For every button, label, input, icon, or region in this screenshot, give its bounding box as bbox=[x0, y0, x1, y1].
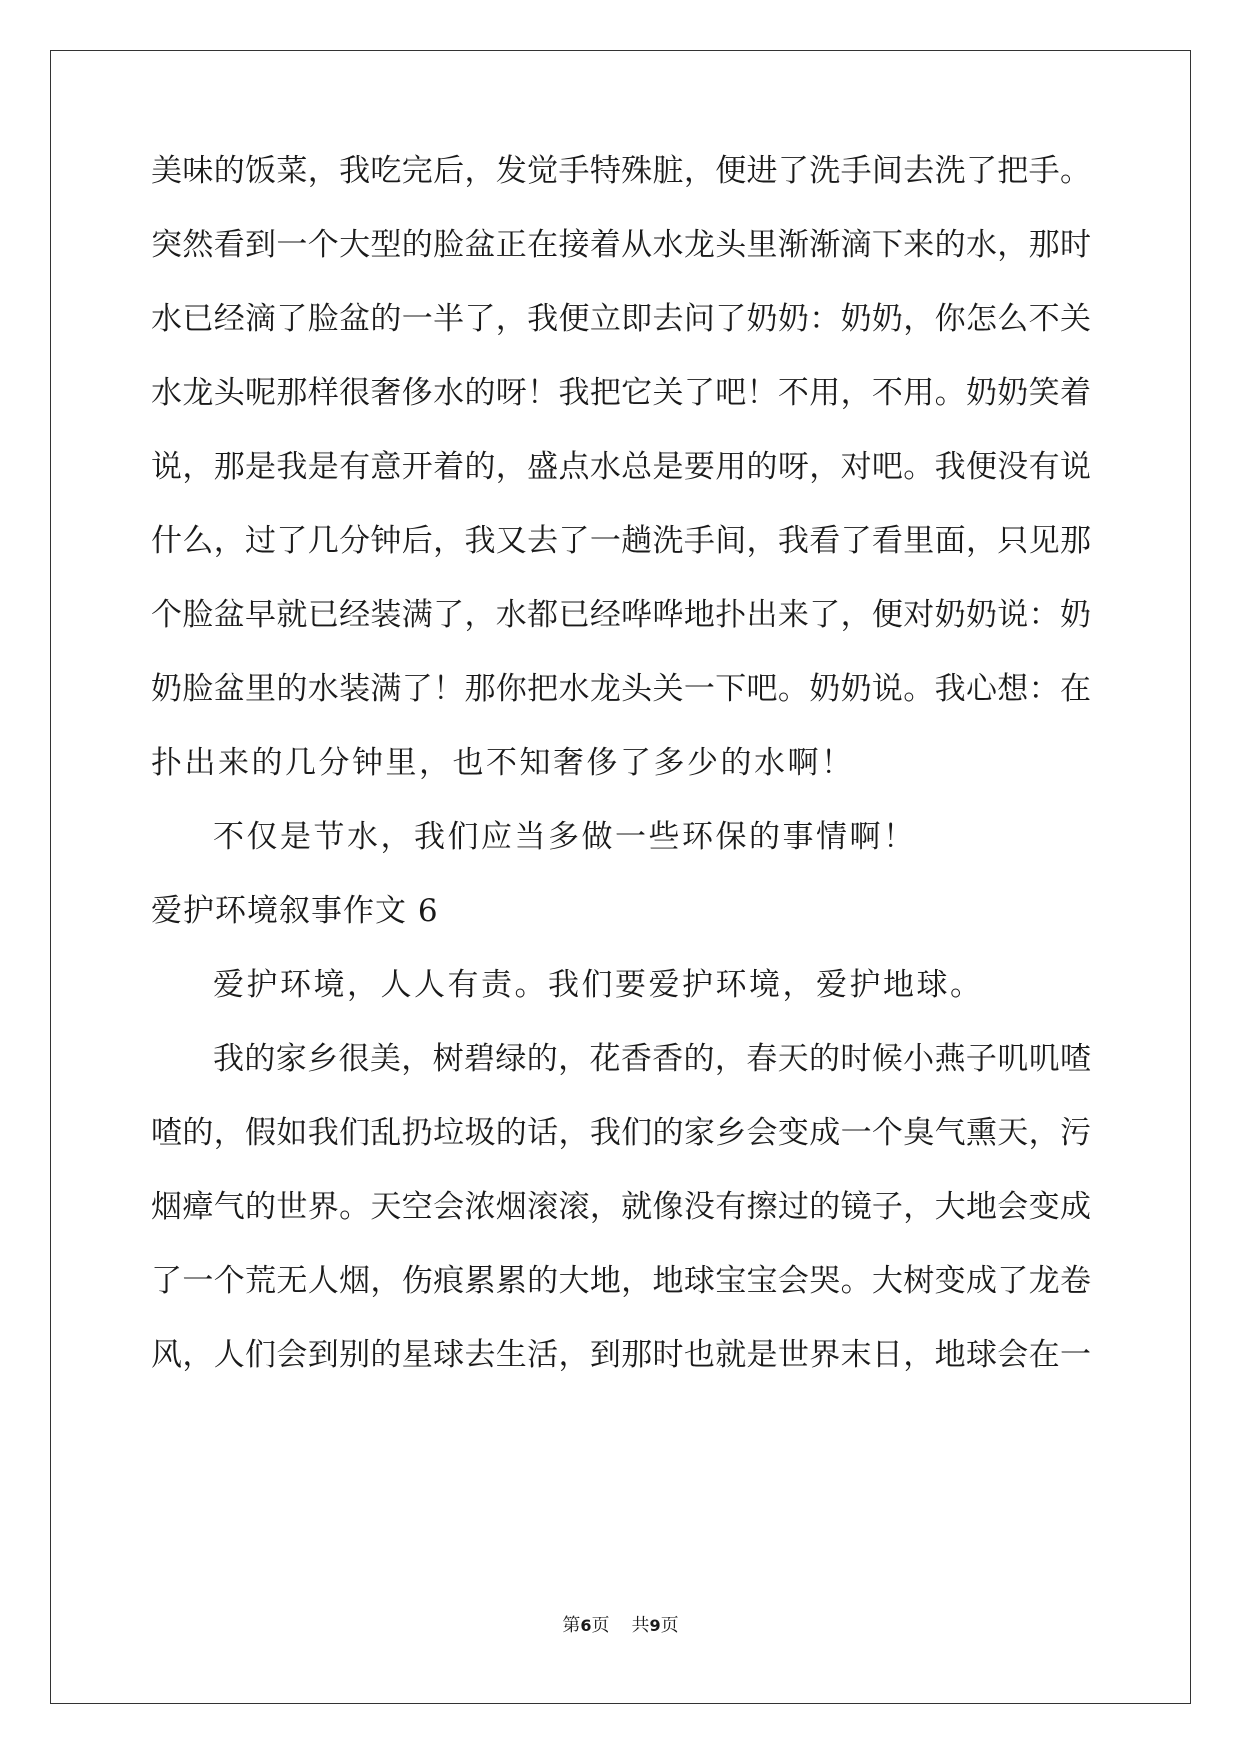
text-line: 突然看到一个大型的脸盆正在接着从水龙头里渐渐滴下来的水，那时 bbox=[151, 227, 1091, 263]
page-number-suffix: 页 bbox=[591, 1615, 610, 1636]
text-line: 烟瘴气的世界。天空会浓烟滚滚，就像没有擦过的镜子，大地会变成 bbox=[151, 1189, 1091, 1225]
text-line: 水已经滴了脸盆的一半了，我便立即去问了奶奶：奶奶，你怎么不关 bbox=[151, 301, 1091, 337]
text-line: 风，人们会到别的星球去生活，到那时也就是世界末日，地球会在一 bbox=[151, 1337, 1091, 1373]
total-pages: 9 bbox=[649, 1616, 661, 1635]
paragraph-line: 爱护环境，人人有责。我们要爱护环境，爱护地球。 bbox=[213, 967, 984, 1003]
page-number-prefix: 第 bbox=[562, 1615, 581, 1636]
text-line: 奶脸盆里的水装满了！那你把水龙头关一下吧。奶奶说。我心想：在 bbox=[151, 671, 1091, 707]
total-pages-suffix: 页 bbox=[660, 1615, 679, 1636]
page-footer bbox=[0, 1614, 1241, 1638]
text-line: 个脸盆早就已经装满了，水都已经哗哗地扑出来了，便对奶奶说：奶 bbox=[151, 597, 1091, 633]
page-number: 6 bbox=[580, 1616, 592, 1635]
section-heading: 爱护环境叙事作文 6 bbox=[151, 893, 439, 929]
text-line: 喳的，假如我们乱扔垃圾的话，我们的家乡会变成一个臭气熏天，污 bbox=[151, 1115, 1091, 1151]
text-line: 扑出来的几分钟里，也不知奢侈了多少的水啊！ bbox=[151, 745, 855, 781]
text-line: 了一个荒无人烟，伤痕累累的大地，地球宝宝会哭。大树变成了龙卷 bbox=[151, 1263, 1091, 1299]
paragraph-line: 不仅是节水，我们应当多做一些环保的事情啊！ bbox=[213, 819, 917, 855]
paragraph-line: 我的家乡很美，树碧绿的，花香香的，春天的时候小燕子叽叽喳 bbox=[213, 1041, 1091, 1077]
text-line: 水龙头呢那样很奢侈水的呀！我把它关了吧！不用，不用。奶奶笑着 bbox=[151, 375, 1091, 411]
text-line: 美味的饭菜，我吃完后，发觉手特殊脏，便进了洗手间去洗了把手。 bbox=[151, 153, 1091, 189]
text-line: 说，那是我是有意开着的，盛点水总是要用的呀，对吧。我便没有说 bbox=[151, 449, 1091, 485]
total-pages-prefix: 共 bbox=[631, 1615, 650, 1636]
text-line: 什么，过了几分钟后，我又去了一趟洗手间，我看了看里面，只见那 bbox=[151, 523, 1091, 559]
